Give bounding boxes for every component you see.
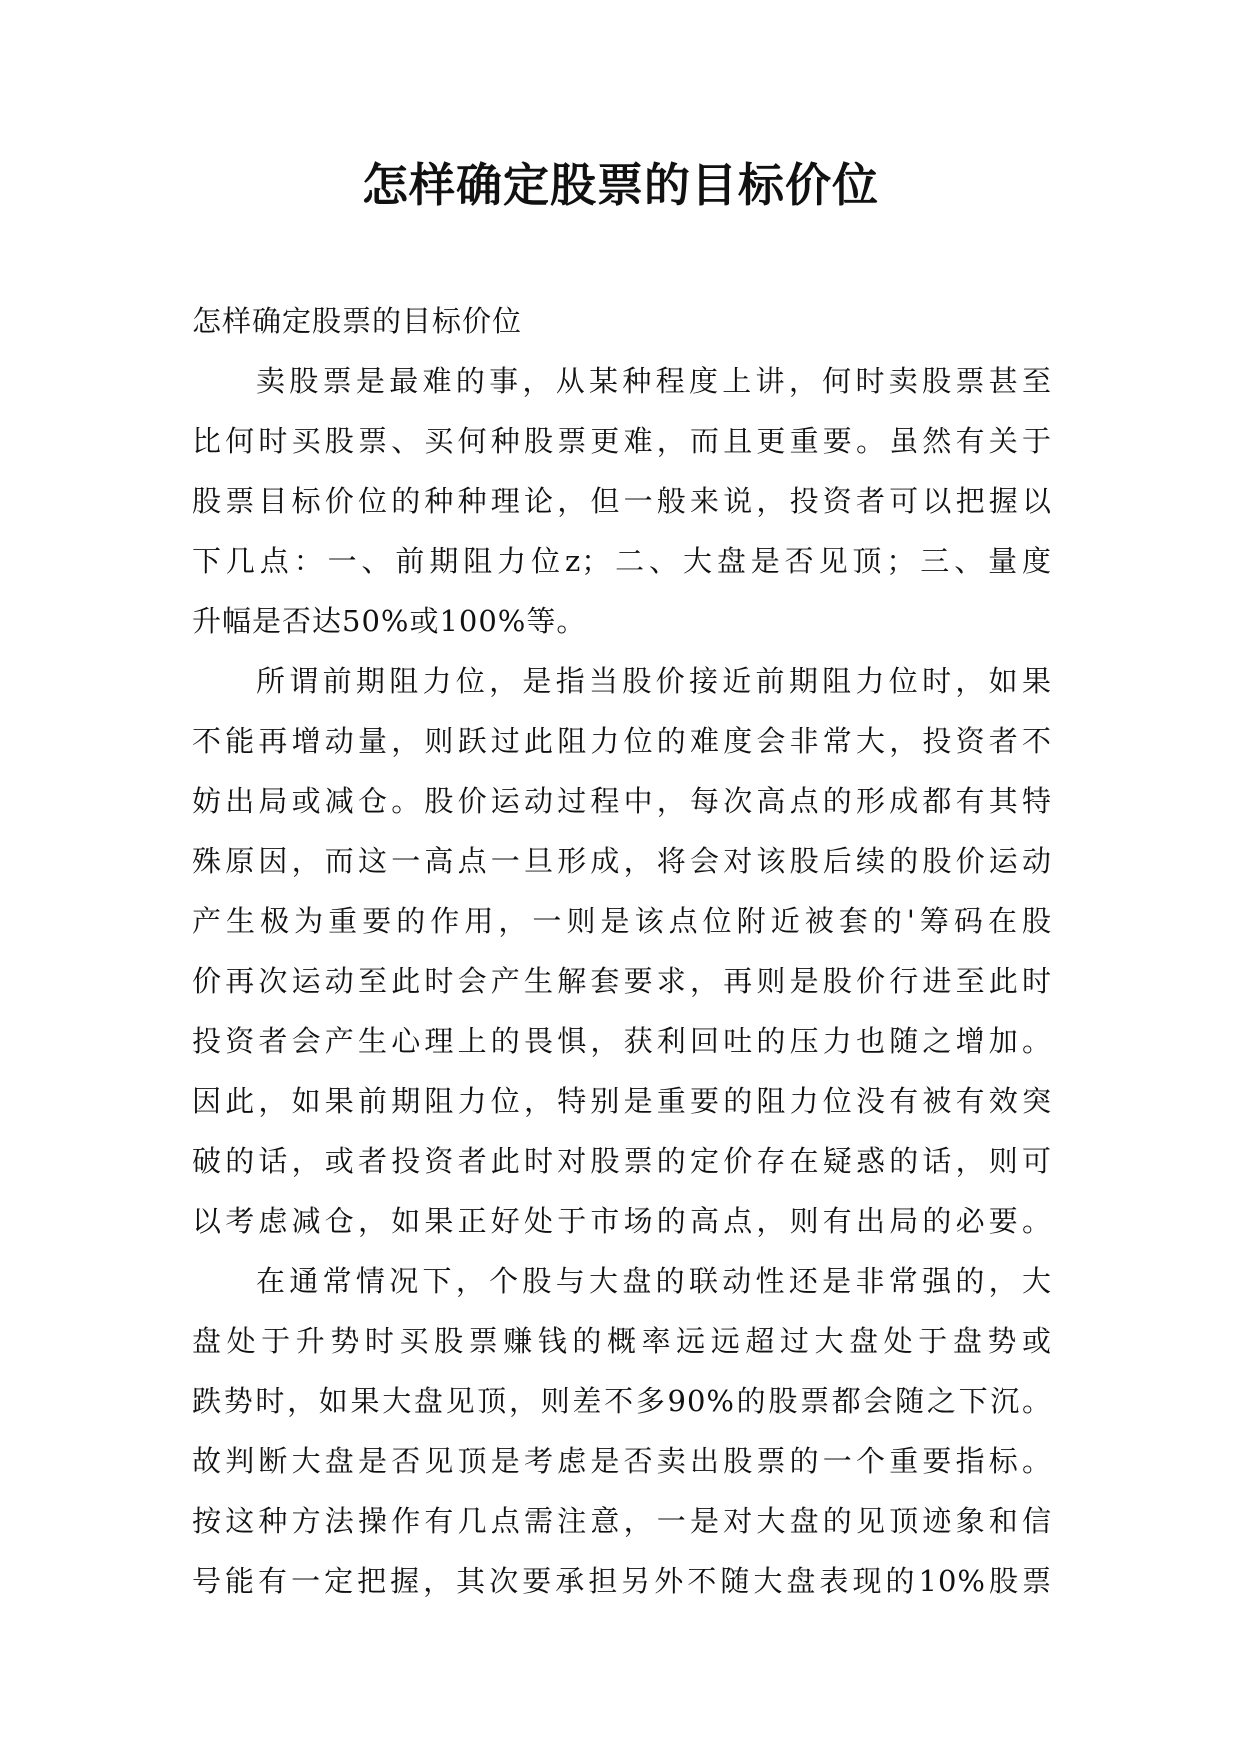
paragraph-line: 升幅是否达50%或100%等。 — [192, 604, 587, 638]
paragraph-line: 不能再增动量，则跃过此阻力位的难度会非常大，投资者不 — [192, 724, 1052, 758]
paragraph-line: 价再次运动至此时会产生解套要求，再则是股价行进至此时 — [192, 964, 1052, 998]
paragraph-line: 产生极为重要的作用，一则是该点位附近被套的'筹码在股 — [192, 904, 1052, 938]
paragraph-line: 比何时买股票、买何种股票更难，而且更重要。虽然有关于 — [192, 424, 1052, 458]
document-title: 怎样确定股票的目标价位 — [362, 158, 879, 212]
paragraph-line: 号能有一定把握，其次要承担另外不随大盘表现的10%股票 — [192, 1564, 1052, 1598]
paragraph-line: 妨出局或减仓。股价运动过程中，每次高点的形成都有其特 — [192, 784, 1052, 818]
paragraph-line: 在通常情况下，个股与大盘的联动性还是非常强的，大 — [256, 1264, 1052, 1298]
paragraph-line: 卖股票是最难的事，从某种程度上讲，何时卖股票甚至 — [256, 364, 1052, 398]
paragraph-line: 股票目标价位的种种理论，但一般来说，投资者可以把握以 — [192, 484, 1052, 518]
paragraph-line: 投资者会产生心理上的畏惧，获利回吐的压力也随之增加。 — [192, 1024, 1052, 1058]
paragraph-line: 按这种方法操作有几点需注意，一是对大盘的见顶迹象和信 — [192, 1504, 1052, 1538]
paragraph-line: 跌势时，如果大盘见顶，则差不多90%的股票都会随之下沉。 — [192, 1384, 1052, 1418]
paragraph-line: 殊原因，而这一高点一旦形成，将会对该股后续的股价运动 — [192, 844, 1052, 878]
paragraph-line: 盘处于升势时买股票赚钱的概率远远超过大盘处于盘势或 — [192, 1324, 1052, 1358]
document-subtitle: 怎样确定股票的目标价位 — [192, 304, 523, 338]
paragraph-line: 所谓前期阻力位，是指当股价接近前期阻力位时，如果 — [256, 664, 1052, 698]
paragraph-line: 故判断大盘是否见顶是考虑是否卖出股票的一个重要指标。 — [192, 1444, 1052, 1478]
paragraph-line: 因此，如果前期阻力位，特别是重要的阻力位没有被有效突 — [192, 1084, 1052, 1118]
paragraph-line: 以考虑减仓，如果正好处于市场的高点，则有出局的必要。 — [192, 1204, 1052, 1238]
paragraph-line: 下几点：一、前期阻力位z；二、大盘是否见顶；三、量度 — [192, 544, 1052, 578]
document-body — [192, 291, 1052, 1611]
paragraph-line: 破的话，或者投资者此时对股票的定价存在疑惑的话，则可 — [192, 1144, 1052, 1178]
